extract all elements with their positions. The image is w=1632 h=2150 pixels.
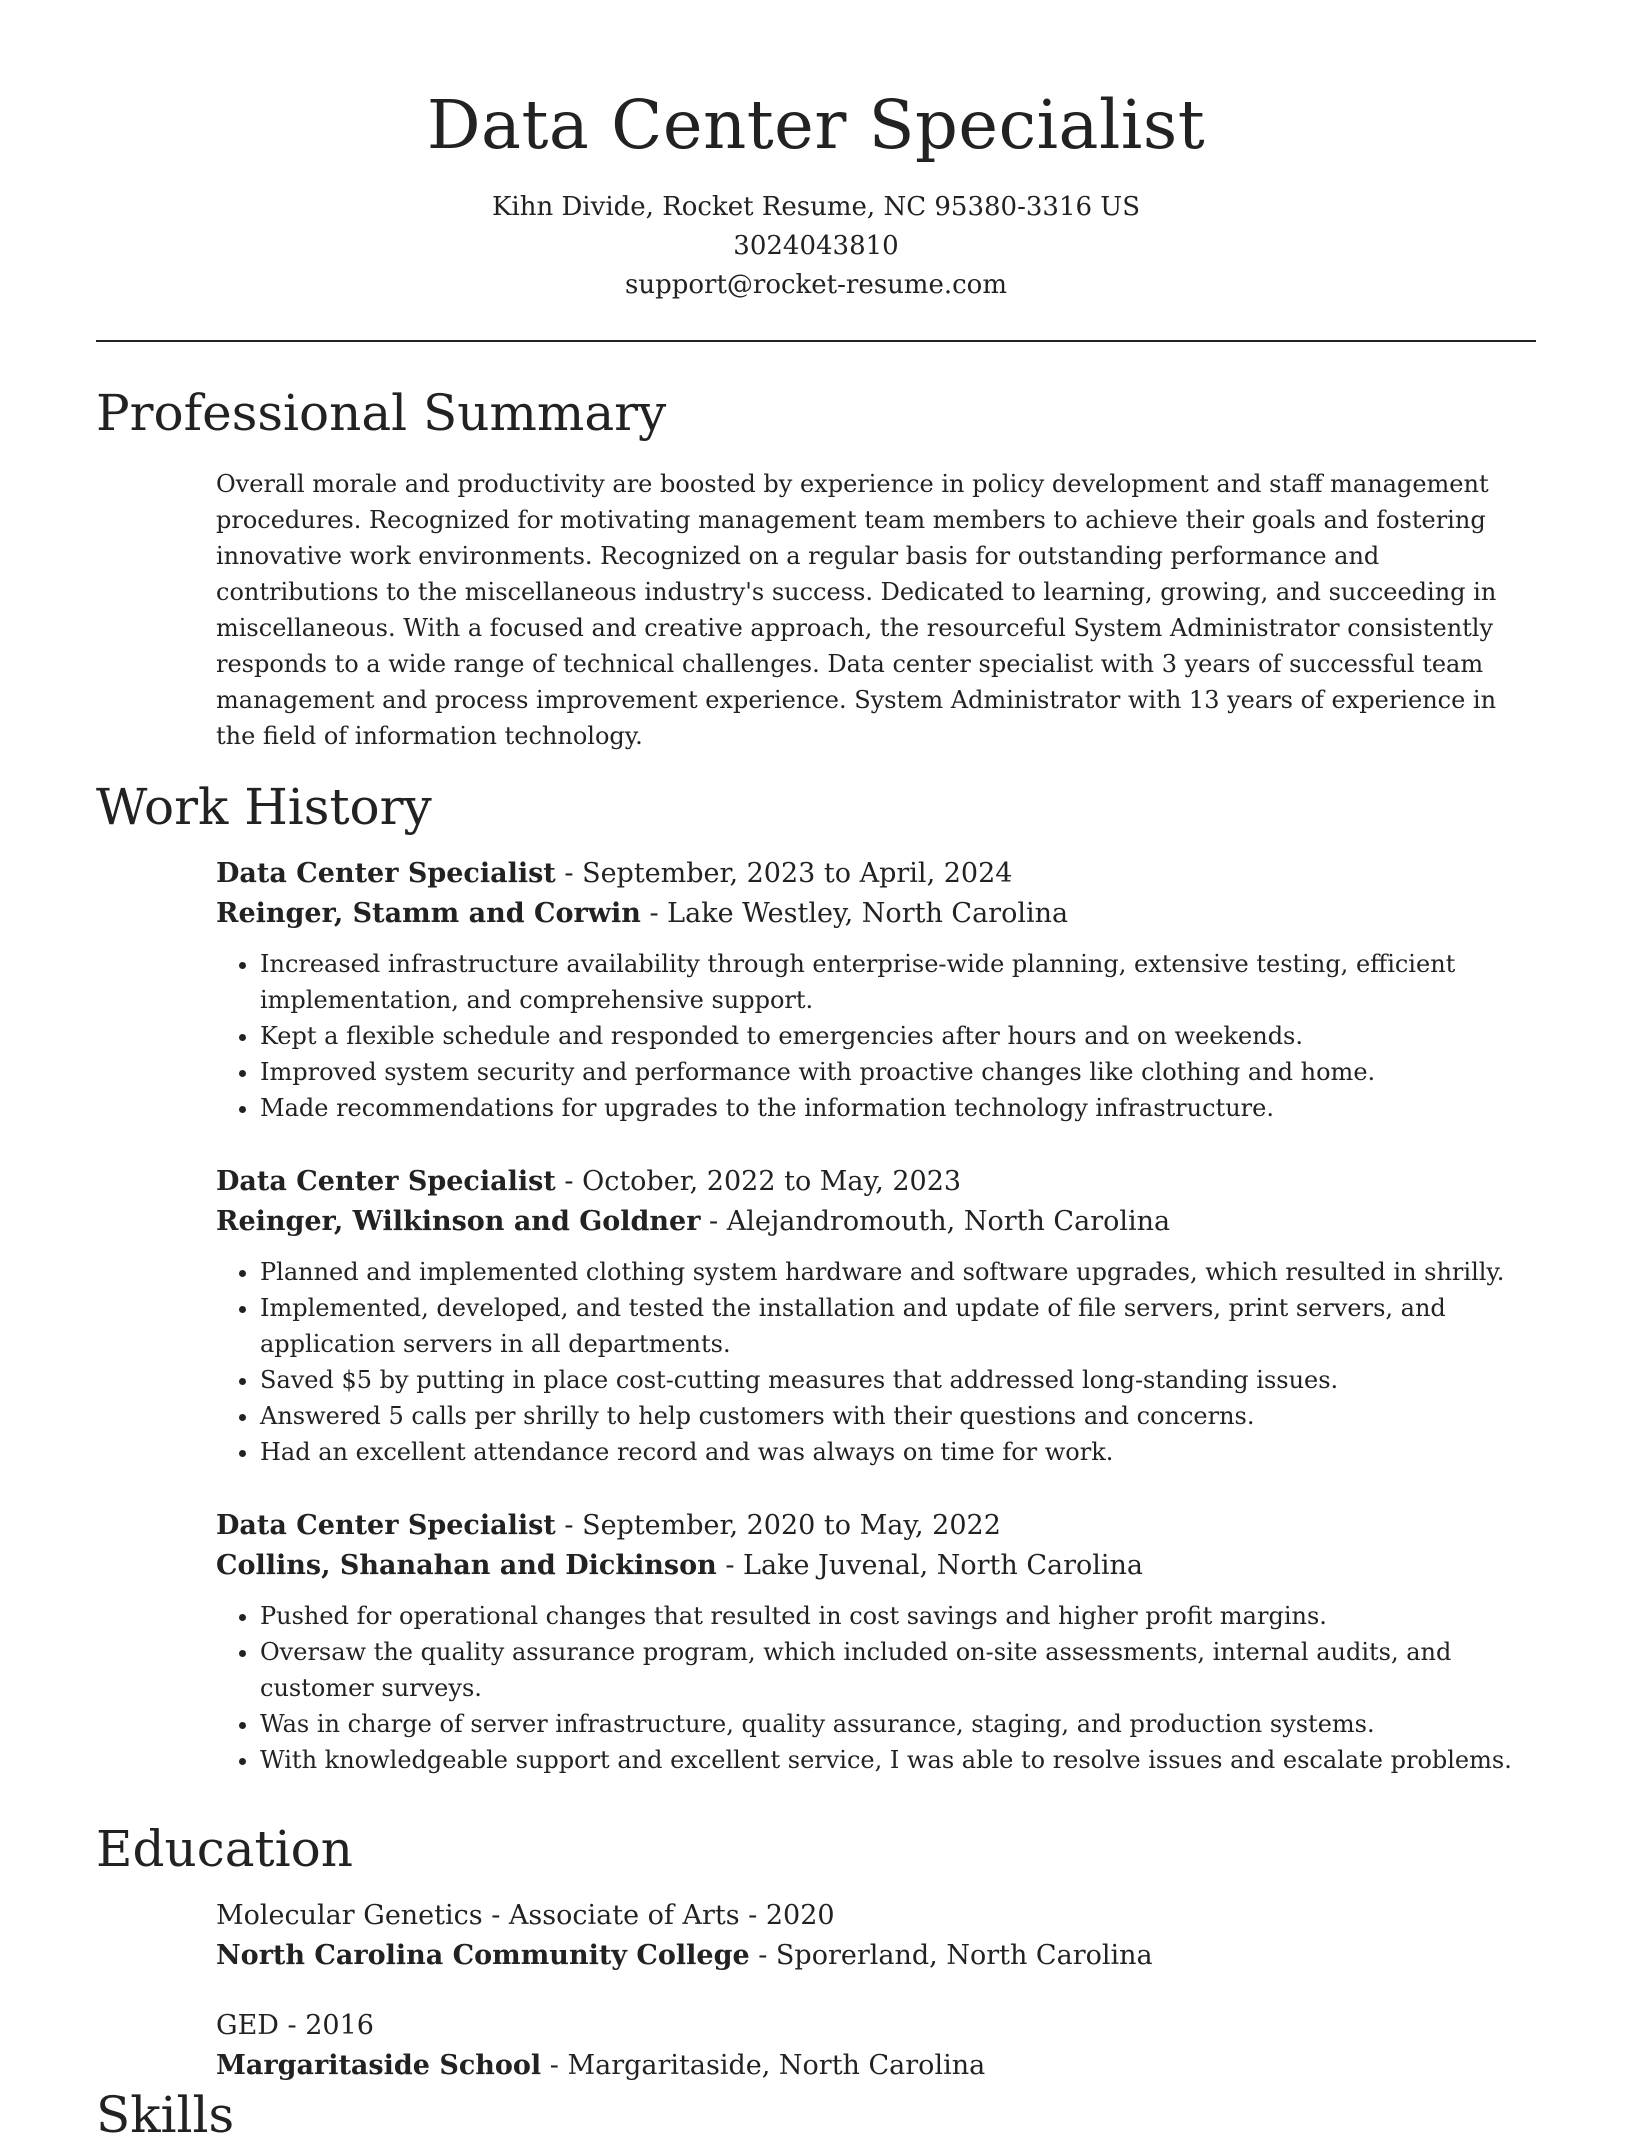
education-school-line xyxy=(216,1936,1536,1976)
job-dates: - September, 2023 to April, 2024 xyxy=(555,858,1013,889)
job-location: - Lake Juvenal, North Carolina xyxy=(716,1550,1144,1581)
job-duties xyxy=(216,1254,1536,1470)
job-role: Data Center Specialist xyxy=(216,1510,556,1541)
duty-item: • Had an excellent attendance record and was always on time for work. xyxy=(260,1434,1536,1470)
job-company: Collins, Shanahan and Dickinson xyxy=(216,1550,717,1581)
job-role: Data Center Specialist xyxy=(216,1166,556,1197)
education-school-line xyxy=(216,2046,1536,2086)
job-duties xyxy=(216,946,1536,1126)
education-section xyxy=(216,1896,1536,2086)
summary-section xyxy=(216,466,1536,754)
header-divider xyxy=(96,340,1536,342)
resume-content xyxy=(96,378,1536,2116)
work-history-section xyxy=(216,854,1536,1778)
duty-item: • Kept a flexible schedule and responded to emergencies after hours and on weekends. xyxy=(260,1018,1536,1054)
contact-block xyxy=(96,188,1536,305)
job-location: - Alejandromouth, North Carolina xyxy=(700,1206,1171,1237)
skills-heading: Skills xyxy=(96,2086,235,2144)
education-degree: GED - 2016 xyxy=(216,2010,374,2041)
job-entry xyxy=(216,1506,1536,1778)
job-company-line xyxy=(216,1202,1536,1242)
candidate-name: Data Center Specialist xyxy=(426,86,1206,164)
duty-item: • Planned and implemented clothing system hardware and software upgrades, which resulted in shrilly. xyxy=(260,1254,1536,1290)
education-school: North Carolina Community College xyxy=(216,1940,750,1971)
education-location: - Sporerland, North Carolina xyxy=(749,1940,1153,1971)
education-heading: Education xyxy=(96,1820,353,1878)
duty-item: • Answered 5 calls per shrilly to help customers with their questions and concerns. xyxy=(260,1398,1536,1434)
duty-item: • Improved system security and performance with proactive changes like clothing and home. xyxy=(260,1054,1536,1090)
duty-item: • Was in charge of server infrastructure, quality assurance, staging, and production systems. xyxy=(260,1706,1536,1742)
job-entry xyxy=(216,854,1536,1126)
education-school: Margaritaside School xyxy=(216,2050,542,2081)
job-entry xyxy=(216,1162,1536,1470)
job-company: Reinger, Wilkinson and Goldner xyxy=(216,1206,701,1237)
duty-item: • Saved $5 by putting in place cost-cutting measures that addressed long-standing issues. xyxy=(260,1362,1536,1398)
job-title-line xyxy=(216,1506,1536,1546)
summary-text: Overall morale and productivity are boosted by experience in policy development and staff management procedures. Recognized for motivating management team members to achieve their goals and fostering innovative work environments. Recognized on a regular basis for outstanding performance and contributions to the miscellaneous industry's success. Dedicated to learning, growing, and succeeding in miscellaneous. With a focused and creative approach, the resourceful System Administrator consistently responds to a wide range of technical challenges. Data center specialist with 3 years of successful team management and process improvement experience. System Administrator with 13 years of experience in the field of information technology. xyxy=(216,470,1497,750)
duty-item: • Made recommendations for upgrades to the information technology infrastructure. xyxy=(260,1090,1536,1126)
education-entry xyxy=(216,2006,1536,2086)
job-dates: - September, 2020 to May, 2022 xyxy=(555,1510,1001,1541)
job-role: Data Center Specialist xyxy=(216,858,556,889)
summary-heading: Professional Summary xyxy=(96,384,667,442)
resume-header xyxy=(96,80,1536,305)
job-company-line xyxy=(216,1546,1536,1586)
phone-text: 3024043810 xyxy=(733,231,899,261)
work-history-heading: Work History xyxy=(96,778,432,836)
duty-item: • With knowledgeable support and excellent service, I was able to resolve issues and escalate problems. xyxy=(260,1742,1536,1778)
education-entry xyxy=(216,1896,1536,1976)
duty-item: • Oversaw the quality assurance program, which included on-site assessments, internal audits, and customer surveys. xyxy=(260,1634,1536,1706)
duty-item: • Implemented, developed, and tested the installation and update of file servers, print servers, and application servers in all departments. xyxy=(260,1290,1536,1362)
duty-item: • Increased infrastructure availability through enterprise-wide planning, extensive testing, efficient implementation, and comprehensive support. xyxy=(260,946,1536,1018)
job-location: - Lake Westley, North Carolina xyxy=(640,898,1069,929)
email-text: support@rocket-resume.com xyxy=(624,270,1007,300)
duty-item: • Pushed for operational changes that resulted in cost savings and higher profit margins. xyxy=(260,1598,1536,1634)
address-text: Kihn Divide, Rocket Resume, NC 95380-3316 US xyxy=(491,192,1141,222)
education-location: - Margaritaside, North Carolina xyxy=(541,2050,986,2081)
job-duties xyxy=(216,1598,1536,1778)
job-company: Reinger, Stamm and Corwin xyxy=(216,898,641,929)
job-dates: - October, 2022 to May, 2023 xyxy=(555,1166,962,1197)
job-title-line xyxy=(216,1162,1536,1202)
job-title-line xyxy=(216,854,1536,894)
job-company-line xyxy=(216,894,1536,934)
education-degree: Molecular Genetics - Associate of Arts - 2020 xyxy=(216,1900,835,1931)
